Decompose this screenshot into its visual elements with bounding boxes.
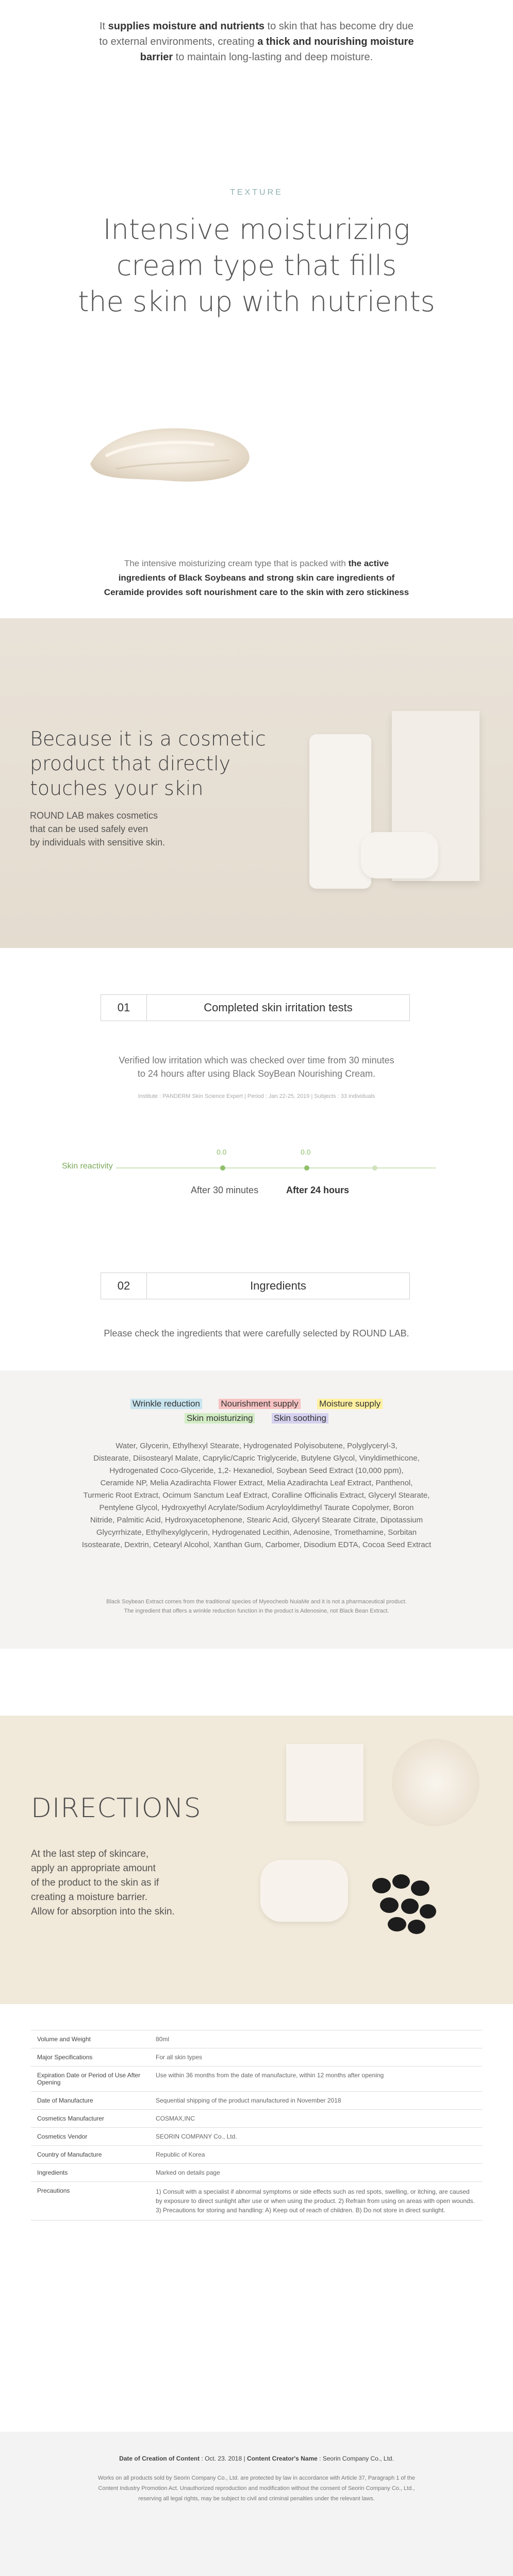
table-row: Cosmetics Manufacturer COSMAX,INC: [31, 2110, 482, 2128]
table-row: Country of Manufacture Republic of Korea: [31, 2146, 482, 2164]
copyright-notice: [0, 2432, 513, 2576]
texture-section: [0, 126, 513, 618]
ingredients-legend: [0, 1399, 513, 1423]
tests-number: 01: [101, 994, 147, 1021]
reactivity-point-30min: [220, 1165, 225, 1171]
legend-moisture-supply: Moisture supply: [317, 1399, 383, 1409]
directions-text: At the last step of skincare, apply an appropriate amount of the product to the skin as if creating a moisture barrier. Allow for absorption into the skin.: [31, 1849, 175, 1917]
banner-title: Because it is a cosmetic product that directly touches your skin: [30, 727, 266, 800]
legend-nourishment-supply: Nourishment supply: [219, 1399, 300, 1409]
table-row: Date of Manufacture Sequential shipping of the product manufactured in November 2018: [31, 2092, 482, 2110]
ingredients-check-text: Please check the ingredients that were carefully selected by ROUND LAB.: [104, 1328, 409, 1338]
texture-eyebrow: TEXTURE: [230, 188, 283, 197]
table-row: Expiration Date or Period of Use After Opening Use within 36 months from the date of manufacture, within 12 months after opening: [31, 2066, 482, 2092]
ingredients-list: Water, Glycerin, Ethylhexyl Stearate, Hydrogenated Polyisobutene, Polyglyceryl-3, Distearate, Diisostearyl Malate, Caprylic/Capric Triglyceride, Butylene Glycol, Vinyldimethicone, Hydrogenated Coco-Glyceride, 1,2- Hexanediol, Soybean Seed Extract (10,000 ppm), Ceramide NP, Melia Azadirachta Flower Extract, Melia Azadirachta Leaf Extract, Panthenol, Turmeric Root Extract, Ocimum Sanctum Leaf Extract, Coralline Officinalis Extract, Glyceryl Stearate, Pentylene Glycol, Hydroxyethyl Acrylate/Sodium Acryloyldimethyl Taurate Copolymer, Boron Nitride, Palmitic Acid, Hydroxyacetophenone, Stearic Acid, Glyceryl Stearate Citrate, Dipotassium Glycyrrhizate, Ethylhexylglycerin, Hydrogenated Lecithin, Adenosine, Tromethamine, Sorbitan Isostearate, Dextrin, Cetearyl Alcohol, Xanthan Gum, Carbomer, Disodium EDTA, Cocoa Seed Extract: [81, 1442, 432, 1549]
tests-heading: [101, 994, 410, 1021]
reactivity-value-30min: 0.0: [217, 1148, 227, 1156]
intro-line-1: It supplies moisture and nutrients to skin that has become dry due: [99, 21, 414, 32]
ingredients-list-block: [0, 1370, 513, 1649]
reactivity-point-24h: [304, 1165, 309, 1171]
cream-jar-open-image: [392, 1739, 479, 1826]
intro-line-3: barrier to maintain long-lasting and deep moisture.: [140, 52, 373, 63]
reactivity-value-24h: 0.0: [301, 1148, 311, 1156]
table-row: Volume and Weight 80ml: [31, 2030, 482, 2048]
after-30-minutes: After 30 minutes: [191, 1185, 259, 1195]
cream-jar-closed-image: [260, 1860, 348, 1922]
legend-skin-soothing: Skin soothing: [272, 1413, 328, 1423]
legend-wrinkle-reduction: Wrinkle reduction: [130, 1399, 202, 1409]
ingredients-label: Ingredients: [147, 1273, 410, 1299]
product-jar-image: [361, 832, 438, 878]
ingredients-note: Black Soybean Extract comes from the traditional species of Myeocheob NuiaMe and it is not a pharmaceutical product. The ingredient that offers a wrinkle reduction function in the product is Adenosine, not Black Bean Extract.: [106, 1599, 407, 1614]
ingredients-header: [0, 1252, 513, 1370]
banner-description: ROUND LAB makes cosmetics that can be used safely even by individuals with sensitive skin.: [30, 810, 166, 848]
texture-title: Intensive moisturizing cream type that fills the skin up with nutrients: [78, 213, 435, 318]
intro-line-2: to external environments, creating a thick and nourishing moisture: [99, 36, 414, 47]
texture-description: The intensive moisturizing cream type that is packed with the active ingredients of Black Soybeans and strong skin care ingredients of Ceramide provides soft nourishment care to the skin with zero stickiness: [104, 558, 409, 597]
intro-section: [0, 0, 513, 126]
legend-skin-moisturizing: Skin moisturizing: [185, 1413, 255, 1423]
table-row: Cosmetics Vendor SEORIN COMPANY Co., Ltd.: [31, 2128, 482, 2146]
skin-reactivity-label: Skin reactivity: [62, 1162, 113, 1171]
ingredients-number: 02: [101, 1273, 147, 1299]
directions-title: DIRECTIONS: [31, 1793, 202, 1824]
directions-section: [0, 1716, 513, 2004]
cosmetic-banner: [0, 618, 513, 948]
black-soybeans-image: [361, 1865, 443, 1942]
table-row: Major Specifications For all skin types: [31, 2048, 482, 2066]
product-box-image-2: [286, 1744, 363, 1821]
table-row: Precautions 1) Consult with a specialist if abnormal symptoms or side effects such as red spots, swelling, or itching, are caused by exposure to direct sunlight after use or when using the product. 2) Refrain from using on areas with open wounds. 3) Precautions for storing and handling: A) Keep out of reach of children. B) Do not store in direct sunlight.: [31, 2182, 482, 2221]
reactivity-line: [116, 1167, 436, 1168]
tests-description: Verified low irritation which was checked over time from 30 minutes to 24 hours after using Black SoyBean Nourishing Cream.: [119, 1055, 394, 1079]
product-info-section: [0, 2030, 513, 2432]
ingredients-heading: [101, 1273, 410, 1299]
content-creation-line: Date of Creation of Content : Oct. 23. 2018 | Content Creator's Name : Seorin Company Co., Ltd.: [119, 2455, 394, 2462]
table-row: Ingredients Marked on details page: [31, 2164, 482, 2182]
cream-texture-image: [85, 415, 255, 492]
tests-fineprint: Institute : PANDERM Skin Science Expert | Period : Jan 22-25, 2019 | Subjects : 33 individuals: [138, 1093, 375, 1099]
copyright-body: Works on all products sold by Seorin Company Co., Ltd. are protected by law in accordance with Article 37, Paragraph 1 of the Content Industry Promotion Act. Unauthorized reproduction and modification without the consent of Seorin Company Co., Ltd., reserving all legal rights, may be subject to civil and criminal penalties under the relevant laws.: [98, 2475, 415, 2502]
after-24-hours: After 24 hours: [286, 1185, 350, 1195]
tests-label: Completed skin irritation tests: [147, 994, 410, 1021]
reactivity-point-end: [372, 1165, 377, 1171]
product-info-table: [31, 2030, 482, 2221]
irritation-tests-section: [0, 984, 513, 1252]
